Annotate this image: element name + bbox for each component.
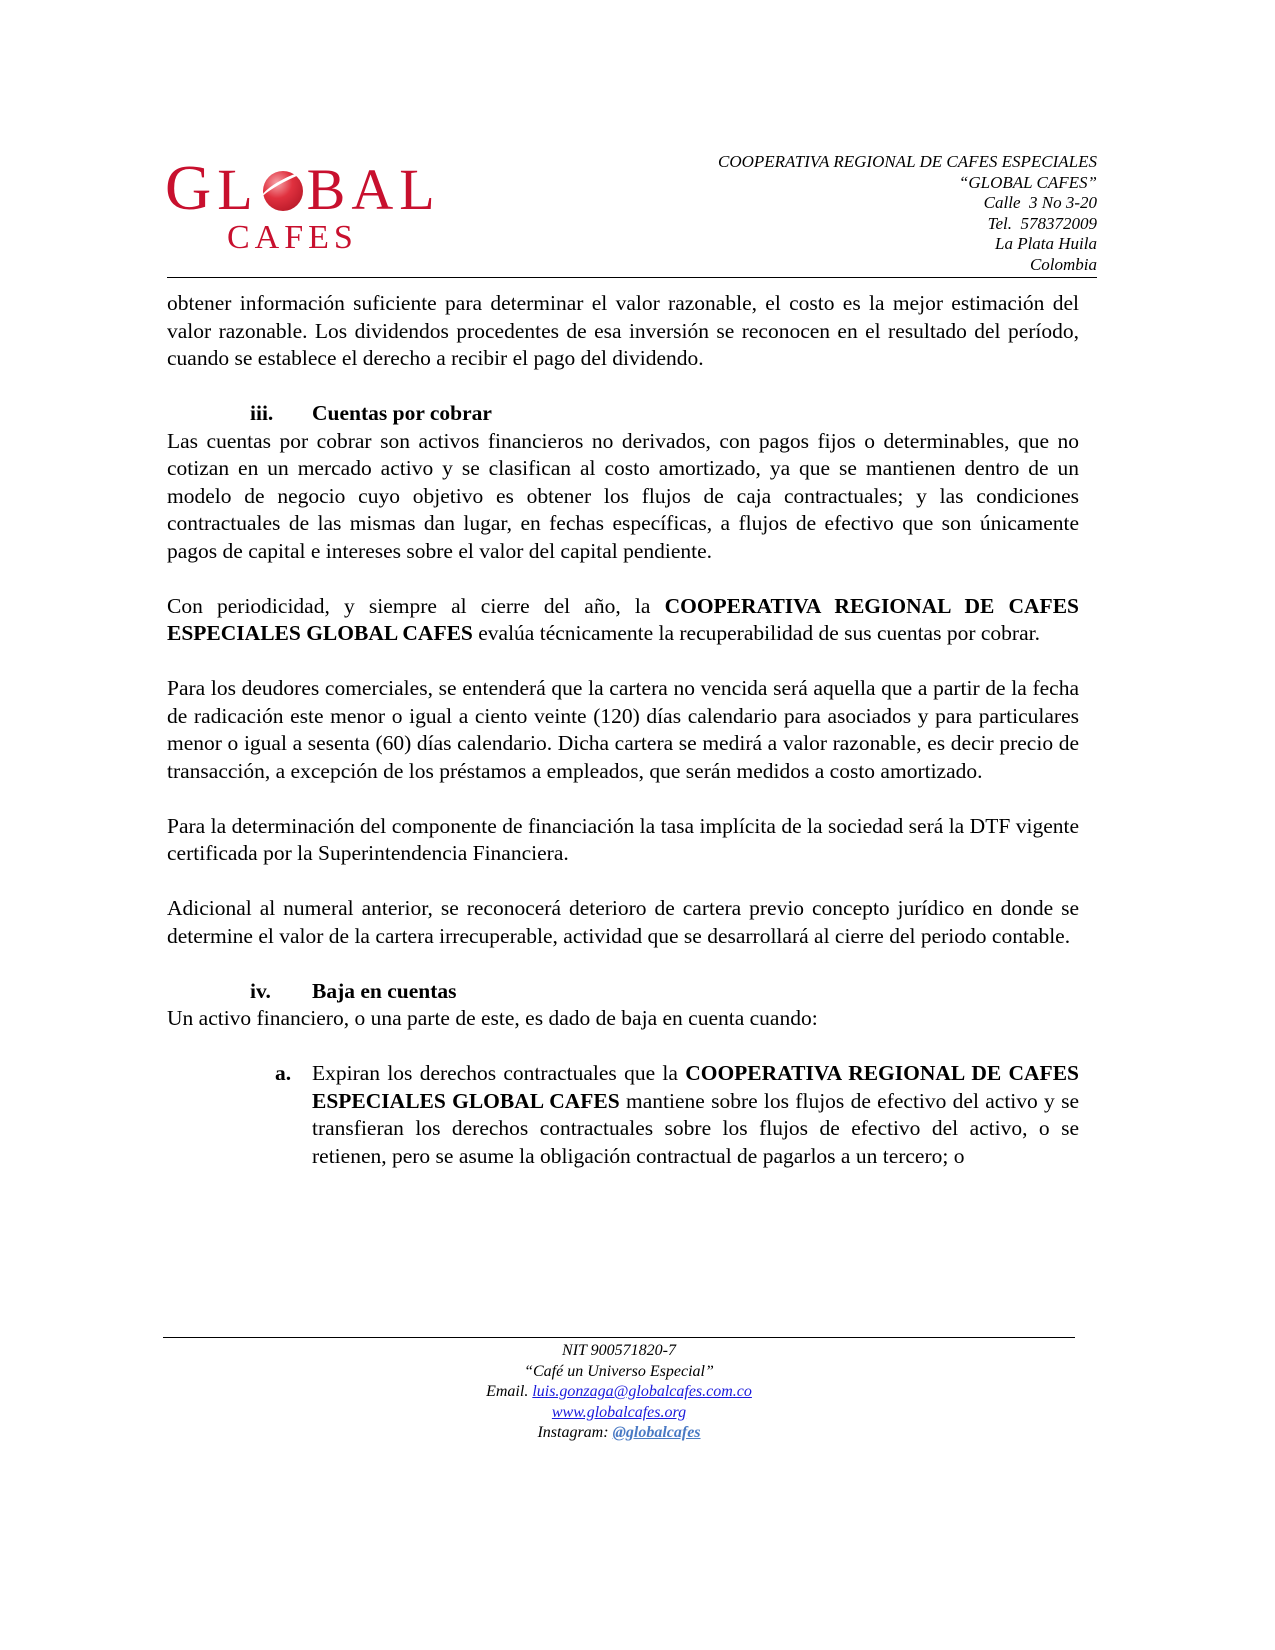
global-cafes-logo — [165, 152, 441, 258]
logo-wordmark-global: GL BAL — [165, 152, 441, 223]
logo-wordmark-cafes: CAFES — [227, 219, 358, 256]
text-run: mantiene sobre los flujos de efectivo del activo y se transfieran los derechos contractuales sobre los flujos de efectivo del activo, o se retienen, pero se asume la obligación contractual de pagarlos a un tercero; o — [312, 1088, 1079, 1168]
list-marker: a. — [275, 1061, 292, 1085]
website-link[interactable]: www.globalcafes.org — [551, 1403, 687, 1421]
text-run: Con periodicidad, y siempre al cierre del año, la — [167, 593, 665, 618]
section-title: Cuentas por cobrar — [312, 401, 492, 425]
email-label: Email. — [486, 1383, 533, 1400]
list-item-text — [312, 1060, 1079, 1170]
paragraph: Un activo financiero, o una parte de este, es dado de baja en cuenta cuando: — [167, 1006, 818, 1030]
instagram-link[interactable]: @globalcafes — [612, 1424, 701, 1441]
section-number: iii. — [250, 401, 274, 425]
document-body — [167, 290, 1079, 1170]
footer-website-line — [163, 1403, 1075, 1424]
org-short-name: “GLOBAL CAFES” — [958, 172, 1097, 192]
organization-info — [718, 152, 1097, 275]
footer-divider — [163, 1337, 1075, 1338]
paragraph: Para la determinación del componente de financiación la tasa implícita de la sociedad será la DTF vigente certificada por la Superintendencia Financiera. — [167, 813, 1079, 865]
section-title: Baja en cuentas — [312, 978, 457, 1003]
instagram-label: Instagram: — [537, 1424, 613, 1441]
text-run: Expiran los derechos contractuales que la — [312, 1061, 686, 1085]
intro-paragraph: obtener información suficiente para determinar el valor razonable, el costo es la mejor estimación del valor razonable. Los dividendos procedentes de esa inversión se reconocen en el resultado del período, cuando se establece el derecho a recibir el pago del dividendo. — [167, 291, 1079, 370]
footer-nit: NIT 900571820-7 — [562, 1342, 676, 1359]
section-heading-iv — [167, 978, 1079, 1006]
organization-name-bold: COOPERATIVA REGIONAL DE CAFES ESPECIALES GLOBAL CAFES — [312, 1061, 1079, 1113]
paragraph — [167, 593, 1079, 648]
coffee-globe-icon — [263, 171, 303, 211]
paragraph: Adicional al numeral anterior, se reconocerá deterioro de cartera previo concepto jurídico en donde se determine el valor de la cartera irrecuperable, actividad que se desarrollará al cierre del periodo contable. — [167, 896, 1079, 948]
footer — [163, 1341, 1075, 1444]
org-phone: Tel. 578372009 — [987, 213, 1097, 233]
paragraph: Para los deudores comerciales, se entenderá que la cartera no vencida será aquella que a partir de la fecha de radicación este menor o igual a ciento veinte (120) días calendario para asociados y para particulares menor o igual a sesenta (60) días calendario. Dicha cartera se medirá a valor razonable, es decir precio de transacción, a excepción de los préstamos a empleados, que serán medidos a costo amortizado. — [167, 676, 1079, 783]
section-number: iv. — [250, 978, 271, 1003]
email-link[interactable]: luis.gonzaga@globalcafes.com.co — [532, 1383, 752, 1400]
text-run: evalúa técnicamente la recuperabilidad de sus cuentas por cobrar. — [472, 621, 1040, 645]
list-item — [167, 1060, 1079, 1170]
org-city: La Plata Huila — [994, 234, 1097, 253]
footer-email-line — [163, 1382, 1075, 1403]
footer-instagram-line — [163, 1423, 1075, 1444]
header-divider — [167, 277, 1097, 278]
org-address: Calle 3 No 3-20 — [983, 193, 1097, 212]
section-heading-iii — [167, 400, 1079, 428]
org-name: COOPERATIVA REGIONAL DE CAFES ESPECIALES — [718, 152, 1097, 171]
organization-name-bold: COOPERATIVA REGIONAL DE CAFES ESPECIALES GLOBAL CAFES — [167, 593, 1079, 645]
paragraph: Las cuentas por cobrar son activos financieros no derivados, con pagos fijos o determinables, que no cotizan en un mercado activo y se clasifican al costo amortizado, ya que se mantienen dentro de un modelo de negocio cuyo objetivo es obtener los flujos de caja contractuales; y las condiciones contractuales de las mismas dan lugar, en fechas específicas, a flujos de efectivo que son únicamente pagos de capital e intereses sobre el valor del capital pendiente. — [167, 428, 1079, 563]
footer-slogan: “Café un Universo Especial” — [524, 1362, 714, 1380]
org-country: Colombia — [1029, 254, 1097, 274]
